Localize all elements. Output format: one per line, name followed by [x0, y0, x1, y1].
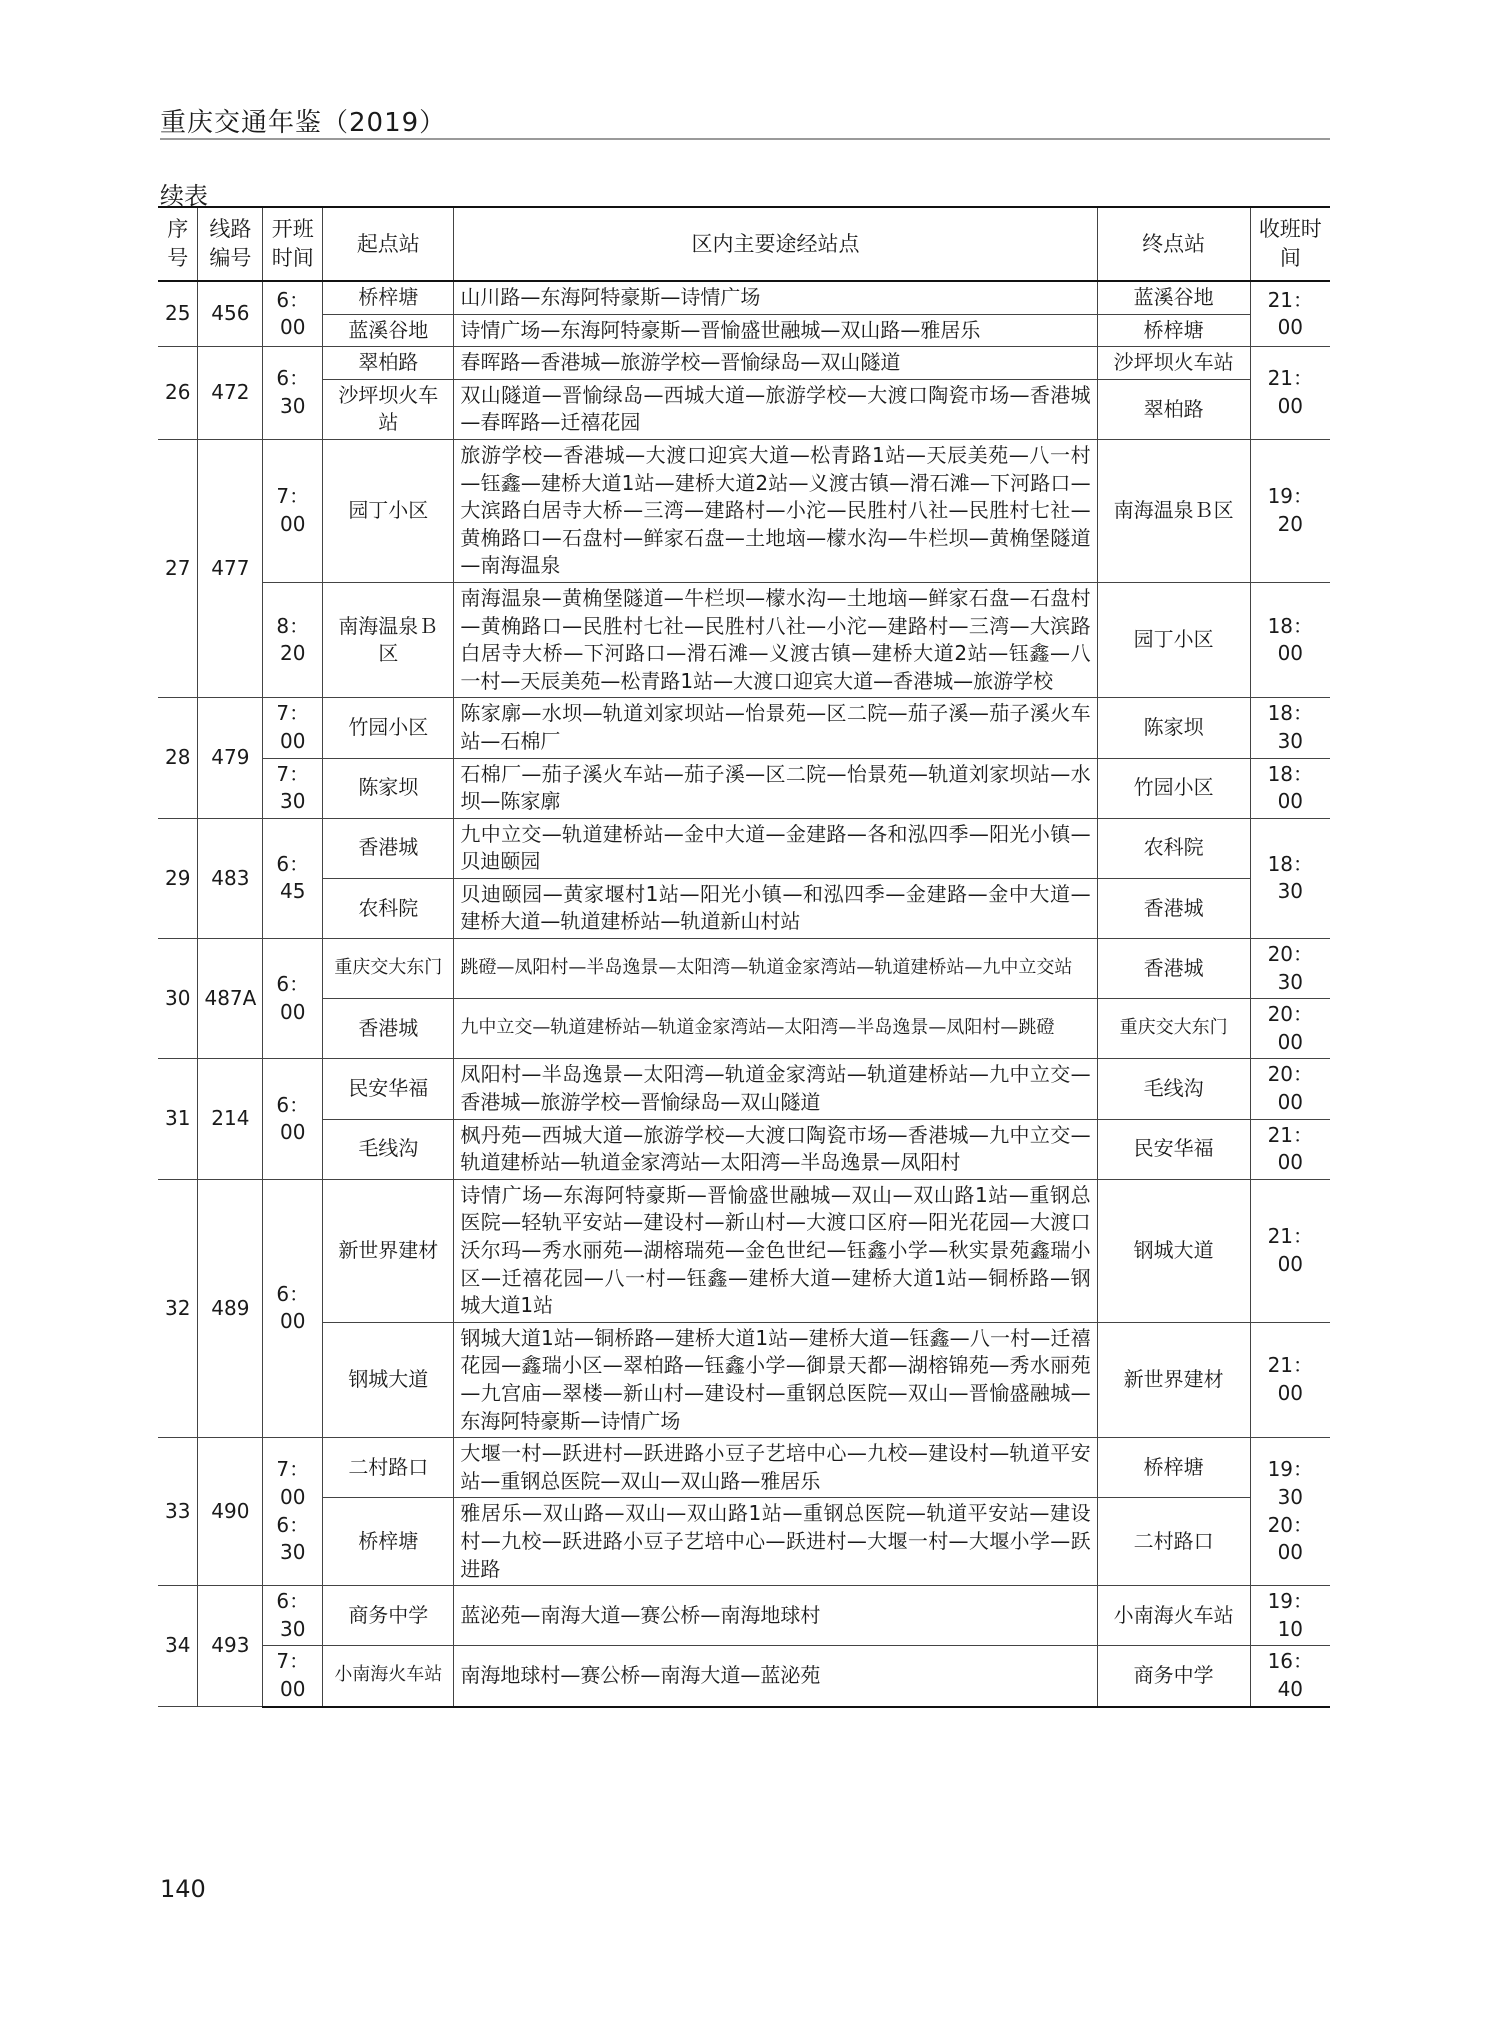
cell-start: 重庆交大东门: [323, 939, 454, 999]
cell-route: 凤阳村—半岛逸景—太阳湾—轨道金家湾站—轨道建桥站—九中立交—香港城—旅游学校—晋愉绿岛—双山隧道: [454, 1059, 1097, 1119]
cell-close: 20：30: [1250, 939, 1330, 999]
cell-route: 诗情广场—东海阿特豪斯—晋愉盛世融城—双山—双山路1站—重钢总医院—轻轨平安站—建设村—新山村—大渡口区府—阳光花园—大渡口沃尔玛—秀水丽苑—湖榕瑞苑—金色世纪—钰鑫小学—秋实景苑鑫瑞小区—迁禧花园—八一村—钰鑫—建桥大道—建桥大道1站—铜桥路—钢城大道1站: [454, 1179, 1097, 1322]
cell-start: 陈家坝: [323, 758, 454, 818]
cell-end: 桥梓塘: [1097, 314, 1250, 347]
cell-route: 九中立交—轨道建桥站—金中大道—金建路—各和泓四季—阳光小镇—贝迪颐园: [454, 818, 1097, 878]
cell-open: 8：20: [263, 582, 323, 697]
cell-close: 18：30: [1250, 698, 1330, 758]
cell-line: 489: [198, 1179, 263, 1437]
cell-end: 翠柏路: [1097, 379, 1250, 439]
page-number: 140: [160, 1875, 206, 1903]
cell-seq: 25: [158, 281, 198, 347]
cell-close: 20：00: [1250, 999, 1330, 1059]
cell-seq: 29: [158, 818, 198, 938]
cell-line: 477: [198, 439, 263, 697]
cell-seq: 32: [158, 1179, 198, 1437]
col-header-close: 收班时间: [1250, 207, 1330, 281]
cell-start: 竹园小区: [323, 698, 454, 758]
cell-line: 493: [198, 1586, 263, 1707]
cell-line: 479: [198, 698, 263, 818]
cell-seq: 34: [158, 1586, 198, 1707]
cell-open: 7：30: [263, 758, 323, 818]
cell-end: 香港城: [1097, 939, 1250, 999]
table-row: [158, 1646, 1330, 1707]
cell-route: 双山隧道—晋愉绿岛—西城大道—旅游学校—大渡口陶瓷市场—香港城—春晖路—迁禧花园: [454, 379, 1097, 439]
col-header-line: 线路编号: [198, 207, 263, 281]
cell-line: 214: [198, 1059, 263, 1179]
table-row: [158, 347, 1330, 380]
table-row: [158, 1498, 1330, 1586]
cell-close: 16：40: [1250, 1646, 1330, 1707]
cell-open: 6：30: [263, 1586, 323, 1646]
cell-open: 6：45: [263, 818, 323, 938]
cell-start: 桥梓塘: [323, 281, 454, 314]
table-row: [158, 1322, 1330, 1437]
col-header-route: 区内主要途经站点: [454, 207, 1097, 281]
cell-end: 陈家坝: [1097, 698, 1250, 758]
table-row: [158, 1438, 1330, 1498]
cell-close: 19：20: [1250, 439, 1330, 582]
cell-start: 农科院: [323, 878, 454, 938]
open-time-first: 7：00: [276, 1457, 310, 1510]
table-header-row: [158, 207, 1330, 281]
cell-route: 蓝泌苑—南海大道—赛公桥—南海地球村: [454, 1586, 1097, 1646]
cell-seq: 28: [158, 698, 198, 818]
cell-end: 沙坪坝火车站: [1097, 347, 1250, 380]
table-row: [158, 758, 1330, 818]
cell-end: 小南海火车站: [1097, 1586, 1250, 1646]
cell-start: 二村路口: [323, 1438, 454, 1498]
cell-start: 桥梓塘: [323, 1498, 454, 1586]
cell-end: 毛线沟: [1097, 1059, 1250, 1119]
cell-end: 钢城大道: [1097, 1179, 1250, 1322]
table-row: [158, 314, 1330, 347]
col-header-start: 起点站: [323, 207, 454, 281]
open-time-second: 6：30: [276, 1512, 310, 1565]
cell-open: 6：00: [263, 281, 323, 347]
cell-end: 园丁小区: [1097, 582, 1250, 697]
cell-seq: 30: [158, 939, 198, 1059]
cell-start: 小南海火车站: [323, 1646, 454, 1707]
cell-close: 21：00: [1250, 347, 1330, 440]
cell-close: 20：00: [1250, 1059, 1330, 1119]
cell-end: 桥梓塘: [1097, 1438, 1250, 1498]
cell-route: 南海地球村—赛公桥—南海大道—蓝泌苑: [454, 1646, 1097, 1707]
cell-start: 香港城: [323, 818, 454, 878]
table-row: [158, 878, 1330, 938]
bus-route-table: [158, 206, 1330, 1708]
cell-end: 竹园小区: [1097, 758, 1250, 818]
cell-close: 18：00: [1250, 582, 1330, 697]
table-row: [158, 1119, 1330, 1179]
col-header-end: 终点站: [1097, 207, 1250, 281]
cell-start: 沙坪坝火车站: [323, 379, 454, 439]
table-row: [158, 281, 1330, 314]
cell-end: 农科院: [1097, 818, 1250, 878]
cell-open: 6：00: [263, 939, 323, 1059]
cell-open: 7：00: [263, 439, 323, 582]
cell-close: 21：00: [1250, 1179, 1330, 1322]
cell-end: 蓝溪谷地: [1097, 281, 1250, 314]
table-row: [158, 818, 1330, 878]
cell-seq: 27: [158, 439, 198, 697]
cell-line: 472: [198, 347, 263, 440]
table-row: [158, 939, 1330, 999]
cell-route: 诗情广场—东海阿特豪斯—晋愉盛世融城—双山路—雅居乐: [454, 314, 1097, 347]
table-row: [158, 999, 1330, 1059]
table-row: [158, 1179, 1330, 1322]
cell-route: 旅游学校—香港城—大渡口迎宾大道—松青路1站—天辰美苑—八一村—钰鑫—建桥大道1站—建桥大道2站—义渡古镇—滑石滩—下河路口—大滨路白居寺大桥—三湾—建路村—小沱—民胜村八社—民胜村七社—黄桷路口—石盘村—鲜家石盘—土地垴—檬水沟—牛栏坝—黄桷堡隧道—南海温泉: [454, 439, 1097, 582]
cell-start: 商务中学: [323, 1586, 454, 1646]
cell-end: 香港城: [1097, 878, 1250, 938]
cell-end: 民安华福: [1097, 1119, 1250, 1179]
cell-close: 19：10: [1250, 1586, 1330, 1646]
cell-route: 山川路—东海阿特豪斯—诗情广场: [454, 281, 1097, 314]
cell-start: 民安华福: [323, 1059, 454, 1119]
cell-close: 18：30: [1250, 818, 1330, 938]
cell-route: 南海温泉—黄桷堡隧道—牛栏坝—檬水沟—土地垴—鲜家石盘—石盘村—黄桷路口—民胜村七社—民胜村八社—小沱—建路村—三湾—大滨路白居寺大桥—下河路口—滑石滩—义渡古镇—建桥大道2站—钰鑫—八一村—天辰美苑—松青路1站—大渡口迎宾大道—香港城—旅游学校: [454, 582, 1097, 697]
table-row: [158, 439, 1330, 582]
cell-route: 陈家廓—水坝—轨道刘家坝站—怡景苑—区二院—茄子溪—茄子溪火车站—石棉厂: [454, 698, 1097, 758]
cell-seq: 26: [158, 347, 198, 440]
close-time-second: 20：00: [1267, 1512, 1314, 1565]
table-row: [158, 1059, 1330, 1119]
cell-open: 6：00: [263, 1059, 323, 1179]
cell-line: 483: [198, 818, 263, 938]
col-header-seq: 序号: [158, 207, 198, 281]
cell-route: 钢城大道1站—铜桥路—建桥大道1站—建桥大道—钰鑫—八一村—迁禧花园—鑫瑞小区—翠柏路—钰鑫小学—御景天都—湖榕锦苑—秀水丽苑—九宫庙—翠楼—新山村—建设村—重钢总医院—双山—晋愉盛融城—东海阿特豪斯—诗情广场: [454, 1322, 1097, 1437]
cell-open: 7：00: [263, 698, 323, 758]
cell-end: 商务中学: [1097, 1646, 1250, 1707]
cell-end: 重庆交大东门: [1097, 999, 1250, 1059]
col-header-open: 开班时间: [263, 207, 323, 281]
table-row: [158, 698, 1330, 758]
cell-route: 雅居乐—双山路—双山—双山路1站—重钢总医院—轨道平安站—建设村—九校—跃进路小豆子艺培中心—跃进村—大堰一村—大堰小学—跃进路: [454, 1498, 1097, 1586]
cell-start: 新世界建材: [323, 1179, 454, 1322]
cell-line: 456: [198, 281, 263, 347]
cell-route: 石棉厂—茄子溪火车站—茄子溪—区二院—怡景苑—轨道刘家坝站—水坝—陈家廓: [454, 758, 1097, 818]
header-title: 重庆交通年鉴（2019）: [160, 108, 447, 138]
cell-open: [263, 1438, 323, 1586]
close-time-first: 19：30: [1267, 1457, 1314, 1510]
cell-start: 南海温泉Ｂ区: [323, 582, 454, 697]
cell-open: 7：00: [263, 1646, 323, 1707]
cell-seq: 33: [158, 1438, 198, 1586]
cell-route: 贝迪颐园—黄家堰村1站—阳光小镇—和泓四季—金建路—金中大道—建桥大道—轨道建桥站—轨道新山村站: [454, 878, 1097, 938]
cell-close: 21：00: [1250, 1119, 1330, 1179]
cell-start: 香港城: [323, 999, 454, 1059]
cell-close: 18：00: [1250, 758, 1330, 818]
cell-route: 跳磴—凤阳村—半岛逸景—太阳湾—轨道金家湾站—轨道建桥站—九中立交站: [454, 939, 1097, 999]
continued-label: 续表: [160, 182, 208, 210]
cell-route: 九中立交—轨道建桥站—轨道金家湾站—太阳湾—半岛逸景—凤阳村—跳磴: [454, 999, 1097, 1059]
running-header: [160, 102, 1330, 140]
cell-line: 487A: [198, 939, 263, 1059]
cell-seq: 31: [158, 1059, 198, 1179]
table-row: [158, 582, 1330, 697]
cell-open: 6：00: [263, 1179, 323, 1437]
cell-start: 蓝溪谷地: [323, 314, 454, 347]
cell-start: 钢城大道: [323, 1322, 454, 1437]
table-row: [158, 1586, 1330, 1646]
cell-close: 21：00: [1250, 1322, 1330, 1437]
cell-close: 21：00: [1250, 281, 1330, 347]
cell-start: 翠柏路: [323, 347, 454, 380]
cell-line: 490: [198, 1438, 263, 1586]
table-row: [158, 379, 1330, 439]
cell-route: 枫丹苑—西城大道—旅游学校—大渡口陶瓷市场—香港城—九中立交—轨道建桥站—轨道金家湾站—太阳湾—半岛逸景—凤阳村: [454, 1119, 1097, 1179]
cell-open: 6：30: [263, 347, 323, 440]
cell-end: 南海温泉Ｂ区: [1097, 439, 1250, 582]
cell-start: 园丁小区: [323, 439, 454, 582]
cell-end: 新世界建材: [1097, 1322, 1250, 1437]
cell-route: 大堰一村—跃进村—跃进路小豆子艺培中心—九校—建设村—轨道平安站—重钢总医院—双山—双山路—雅居乐: [454, 1438, 1097, 1498]
cell-close: [1250, 1438, 1330, 1586]
cell-start: 毛线沟: [323, 1119, 454, 1179]
cell-end: 二村路口: [1097, 1498, 1250, 1586]
cell-route: 春晖路—香港城—旅游学校—晋愉绿岛—双山隧道: [454, 347, 1097, 380]
